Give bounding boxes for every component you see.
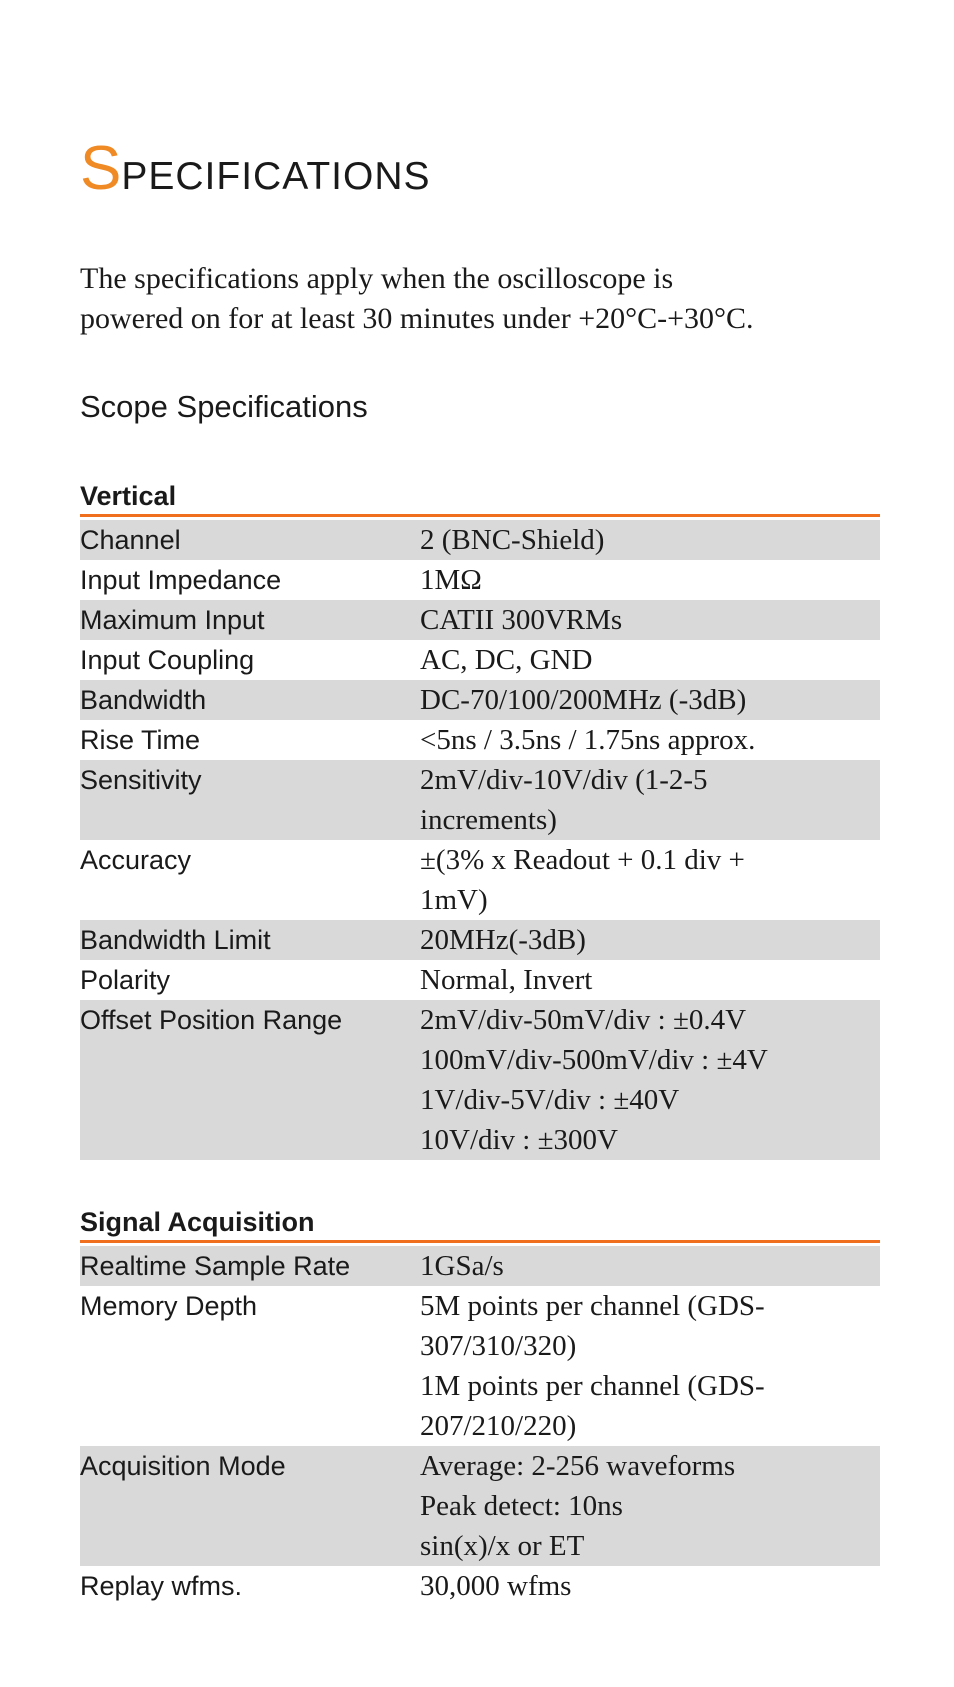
intro-paragraph: [80, 259, 890, 339]
spec-label: Bandwidth: [80, 685, 207, 715]
spec-label: Replay wfms.: [80, 1571, 243, 1601]
spec-row: [80, 600, 880, 640]
spec-row: [80, 960, 880, 1000]
title-initial: S: [80, 134, 122, 203]
spec-label: Rise Time: [80, 725, 201, 755]
spec-value: [420, 960, 880, 1000]
spec-label: Input Impedance: [80, 565, 282, 595]
spec-value-line: sin(x)/x or ET: [420, 1530, 585, 1562]
spec-row: [80, 1446, 880, 1566]
spec-row: [80, 1000, 880, 1160]
signal-spec-table: [80, 1246, 880, 1606]
spec-label: Memory Depth: [80, 1291, 258, 1321]
spec-value: [420, 560, 880, 600]
spec-value-line: DC-70/100/200MHz (-3dB): [420, 684, 747, 716]
vertical-spec-table: [80, 520, 880, 1160]
spec-value: [420, 1000, 880, 1160]
spec-label: Acquisition Mode: [80, 1451, 286, 1481]
spec-value-line: 100mV/div-500mV/div : ±4V: [420, 1044, 768, 1076]
intro-line: The specifications apply when the oscilloscope is: [80, 262, 674, 295]
spec-value-line: 307/310/320): [420, 1330, 577, 1362]
spec-row: [80, 760, 880, 840]
spec-label: Channel: [80, 525, 181, 555]
spec-value-line: Normal, Invert: [420, 964, 593, 996]
spec-value-line: 1GSa/s: [420, 1250, 504, 1282]
spec-row: [80, 680, 880, 720]
spec-row: [80, 1286, 880, 1446]
spec-row: [80, 560, 880, 600]
spec-value-line: Average: 2-256 waveforms: [420, 1450, 736, 1482]
spec-row: [80, 640, 880, 680]
spec-value: [420, 1446, 880, 1566]
spec-value-line: 10V/div : ±300V: [420, 1124, 618, 1156]
spec-value: [420, 600, 880, 640]
spec-value: [420, 640, 880, 680]
section-subtitle: Scope Specifications: [80, 389, 368, 424]
spec-value: [420, 920, 880, 960]
spec-value-line: 5M points per channel (GDS-: [420, 1290, 765, 1322]
spec-row: [80, 840, 880, 920]
spec-value-line: 1V/div-5V/div : ±40V: [420, 1084, 680, 1116]
spec-value-line: 207/210/220): [420, 1410, 577, 1442]
spec-value-line: <5ns / 3.5ns / 1.75ns approx.: [420, 724, 756, 756]
spec-label: Maximum Input: [80, 605, 265, 635]
spec-label: Input Coupling: [80, 645, 255, 675]
spec-row: [80, 520, 880, 560]
spec-value-line: 1MΩ: [420, 564, 482, 596]
spec-label: Sensitivity: [80, 765, 202, 795]
spec-label: Offset Position Range: [80, 1005, 343, 1035]
spec-value-line: 2 (BNC-Shield): [420, 524, 605, 556]
title-rest: PECIFICATIONS: [121, 155, 431, 198]
spec-value-line: 1M points per channel (GDS-: [420, 1370, 765, 1402]
page-title: [80, 134, 431, 203]
spec-value-line: 2mV/div-50mV/div : ±0.4V: [420, 1004, 747, 1036]
spec-value: [420, 760, 880, 840]
spec-label: Realtime Sample Rate: [80, 1251, 351, 1281]
spec-value-line: 2mV/div-10V/div (1-2-5: [420, 764, 708, 796]
spec-label: Bandwidth Limit: [80, 925, 271, 955]
spec-value-line: Peak detect: 10ns: [420, 1490, 623, 1522]
spec-value: [420, 680, 880, 720]
spec-value: [420, 1566, 880, 1606]
spec-value-line: CATII 300VRMs: [420, 604, 623, 636]
spec-value: [420, 520, 880, 560]
spec-label: Polarity: [80, 965, 171, 995]
intro-line: powered on for at least 30 minutes under +20°C-+30°C.: [80, 302, 754, 335]
spec-row: [80, 1246, 880, 1286]
spec-row: [80, 1566, 880, 1606]
spec-value-line: 20MHz(-3dB): [420, 924, 586, 956]
spec-row: [80, 920, 880, 960]
spec-value: [420, 840, 880, 920]
spec-label: Accuracy: [80, 845, 192, 875]
spec-row: [80, 720, 880, 760]
spec-value-line: increments): [420, 804, 557, 836]
spec-value: [420, 720, 880, 760]
signal-acquisition-heading: Signal Acquisition: [80, 1207, 880, 1243]
spec-value: [420, 1286, 880, 1446]
spec-value-line: 30,000 wfms: [420, 1570, 572, 1602]
vertical-heading: Vertical: [80, 481, 880, 517]
spec-value-line: 1mV): [420, 884, 488, 916]
spec-value-line: AC, DC, GND: [420, 644, 593, 676]
spec-value: [420, 1246, 880, 1286]
spec-value-line: ±(3% x Readout + 0.1 div +: [420, 844, 745, 876]
